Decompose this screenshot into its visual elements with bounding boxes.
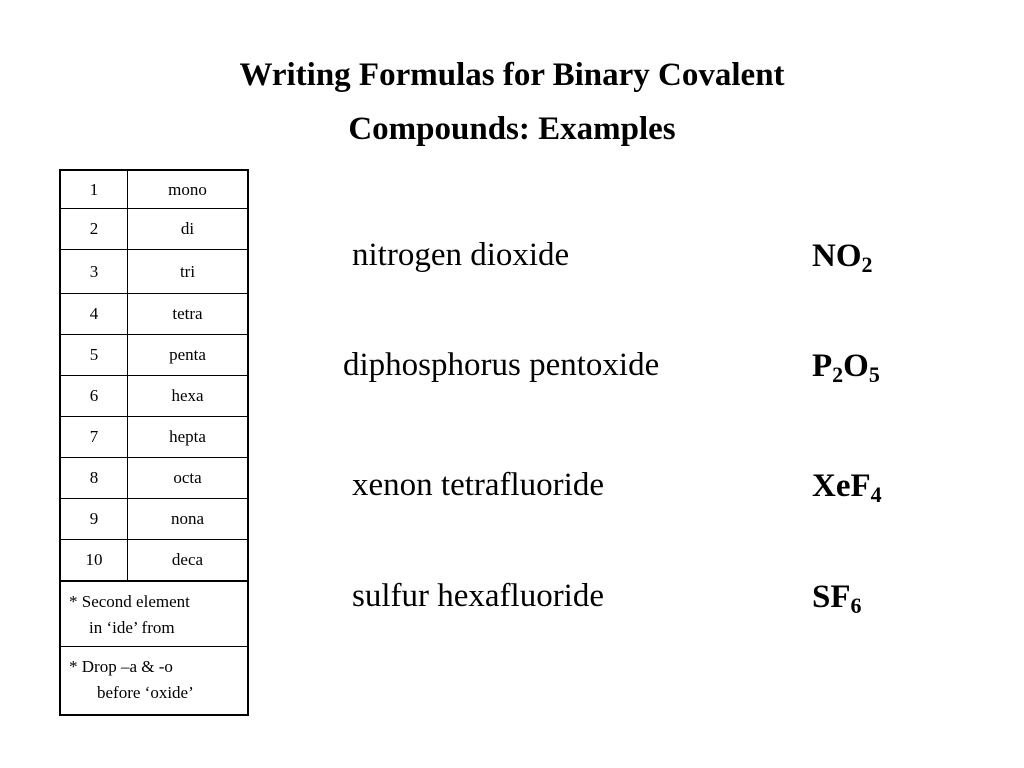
table-row — [60, 294, 248, 335]
example-formula-p2o5 — [812, 346, 880, 386]
formula-text: SF — [812, 579, 851, 615]
prefix-name: tetra — [128, 294, 249, 335]
formula-subscript: 6 — [850, 593, 862, 618]
prefix-name: hepta — [128, 417, 249, 458]
formula-subscript: 2 — [832, 362, 844, 387]
formula-subscript: 4 — [870, 482, 882, 507]
prefix-table — [59, 169, 249, 716]
prefix-number: 5 — [60, 335, 128, 376]
formula-text: XeF — [812, 468, 871, 504]
note-line: * Second element — [69, 592, 190, 611]
prefix-number: 7 — [60, 417, 128, 458]
example-formula-xef4 — [812, 466, 882, 506]
example-formula-no2 — [812, 236, 873, 276]
prefix-number: 6 — [60, 376, 128, 417]
example-name-nitrogen-dioxide: nitrogen dioxide — [352, 237, 570, 273]
table-row — [60, 250, 248, 294]
note-line: before ‘oxide’ — [97, 683, 194, 702]
prefix-name: mono — [128, 170, 249, 209]
title-line-2: Compounds: Examples — [348, 111, 676, 147]
prefix-number: 9 — [60, 499, 128, 540]
table-row — [60, 209, 248, 250]
formula-text: P — [812, 348, 833, 384]
table-row — [60, 458, 248, 499]
prefix-name: penta — [128, 335, 249, 376]
table-row — [60, 581, 248, 647]
note-second-element — [60, 581, 248, 647]
prefix-number: 1 — [60, 170, 128, 209]
prefix-number: 3 — [60, 250, 128, 294]
table-row — [60, 376, 248, 417]
prefix-number: 4 — [60, 294, 128, 335]
note-line: in ‘ide’ from — [89, 618, 175, 637]
table-row — [60, 499, 248, 540]
example-name-xenon-tetrafluoride: xenon tetrafluoride — [352, 467, 604, 503]
formula-text: O — [843, 348, 869, 384]
example-name-sulfur-hexafluoride: sulfur hexafluoride — [352, 578, 604, 614]
prefix-name: tri — [128, 250, 249, 294]
table-row — [60, 170, 248, 209]
example-name-diphosphorus-pentoxide: diphosphorus pentoxide — [343, 347, 660, 383]
prefix-name: di — [128, 209, 249, 250]
table-row — [60, 647, 248, 716]
prefix-name: hexa — [128, 376, 249, 417]
table-row — [60, 335, 248, 376]
prefix-name: octa — [128, 458, 249, 499]
prefix-number: 8 — [60, 458, 128, 499]
formula-subscript: 2 — [861, 252, 873, 277]
prefix-number: 10 — [60, 540, 128, 582]
note-line: * Drop –a & -o — [69, 657, 173, 676]
note-drop-vowel — [60, 647, 248, 716]
prefix-number: 2 — [60, 209, 128, 250]
prefix-name: nona — [128, 499, 249, 540]
table-row — [60, 540, 248, 582]
formula-subscript: 5 — [868, 362, 880, 387]
prefix-name: deca — [128, 540, 249, 582]
table-row — [60, 417, 248, 458]
title-line-1: Writing Formulas for Binary Covalent — [239, 57, 785, 93]
page-title — [112, 48, 912, 156]
example-formula-sf6 — [812, 577, 862, 617]
formula-text: NO — [812, 238, 862, 274]
